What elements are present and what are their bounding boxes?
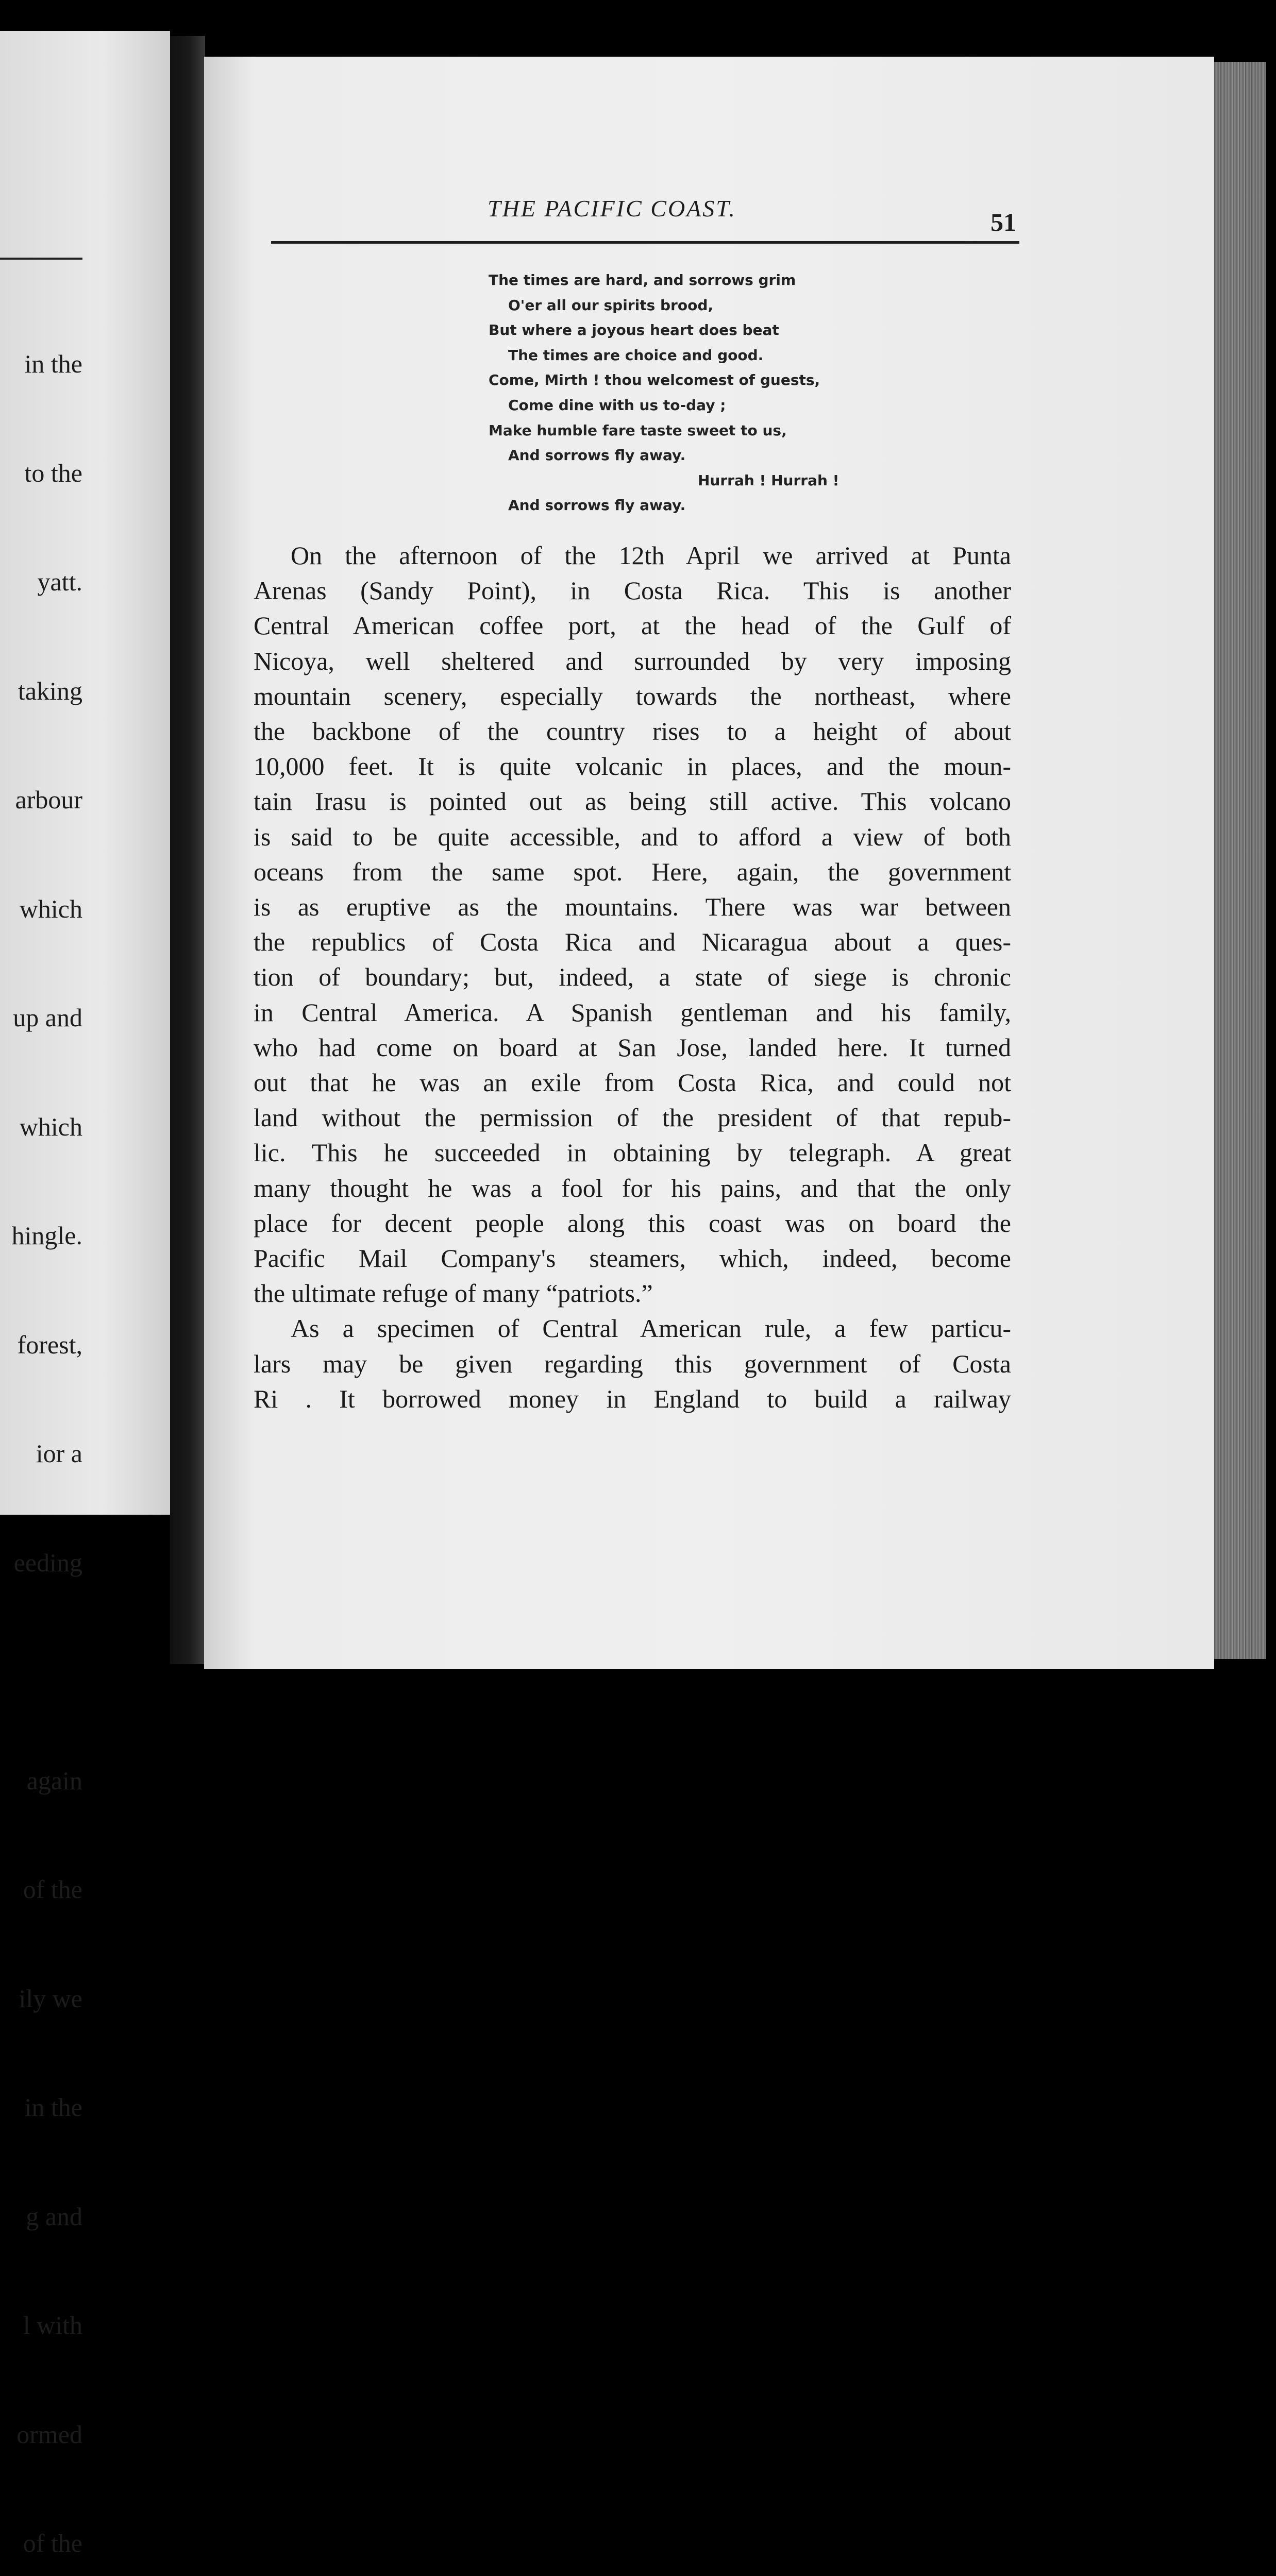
poem-line: But where a joyous heart does beat [489, 321, 779, 339]
paragraph-line: out that he was an exile from Costa Rica, and could not [254, 1068, 1011, 1097]
previous-page-line: eeding [13, 1548, 82, 1577]
paragraph-line: lars may be given regarding this government of Costa [254, 1349, 1011, 1378]
previous-page-line: again [26, 1766, 82, 1795]
previous-page-line: l with [23, 2311, 82, 2340]
paragraph-line: Pacific Mail Company's steamers, which, indeed, become [254, 1244, 1011, 1273]
poem-line: O'er all our spirits brood, [508, 296, 714, 314]
paragraph-line: Central American coffee port, at the head of the Gulf of [254, 611, 1011, 640]
previous-page-line [12, 1653, 82, 1690]
previous-page [0, 31, 170, 2557]
previous-page-line: in the [24, 2093, 82, 2122]
poem-line: Come dine with us to-day ; [508, 396, 726, 414]
page-number: 51 [990, 208, 1016, 236]
paragraph-line: who had come on board at San Jose, landed here. It turned [254, 1032, 1011, 1062]
poem-line: The times are choice and good. [508, 346, 764, 364]
paragraph-line: 10,000 feet. It is quite volcanic in places, and the moun- [254, 752, 1011, 781]
previous-page-line: taking [18, 676, 82, 705]
paragraph-line: the ultimate refuge of many “patriots.” [254, 1279, 653, 1308]
previous-page-line: which [19, 894, 82, 923]
poem-stanza [489, 268, 952, 518]
running-head: THE PACIFIC COAST. [488, 195, 736, 222]
previous-page-line: yatt. [37, 567, 82, 596]
paragraph-line: mountain scenery, especially towards the northeast, where [254, 681, 1011, 710]
paragraph-line: place for decent people along this coast was on board the [254, 1208, 1011, 1238]
previous-page-rule [0, 258, 82, 260]
body-text [254, 538, 1011, 1416]
paragraph-line: On the afternoon of the 12th April we arrived at Punta [291, 541, 1011, 570]
paragraph-line: tion of boundary; but, indeed, a state of siege is chronic [254, 962, 1011, 992]
book-gutter [170, 36, 205, 1664]
header-rule [271, 241, 1019, 244]
paragraph-line: Arenas (Sandy Point), in Costa Rica. This is another [254, 576, 1011, 605]
paragraph-line: tain Irasu is pointed out as being still active. This volcano [254, 787, 1011, 816]
previous-page-line: of the [23, 1875, 82, 1904]
paragraph-line: Ri . It borrowed money in England to build a railway [254, 1384, 1011, 1413]
previous-page-text [12, 273, 82, 2576]
poem-line: And sorrows fly away. [508, 447, 686, 464]
previous-page-line: which [19, 1112, 82, 1141]
previous-page-line: forest, [17, 1330, 82, 1359]
paragraph-line: As a specimen of Central American rule, a few particu- [291, 1314, 1011, 1343]
paragraph-line: oceans from the same spot. Here, again, the government [254, 857, 1011, 886]
previous-page-line: in the [24, 349, 82, 378]
paragraph-line: in Central America. A Spanish gentleman and his family, [254, 997, 1011, 1027]
page-edges [1214, 62, 1266, 1659]
paragraph-line: lic. This he succeeded in obtaining by telegraph. A great [254, 1138, 1011, 1167]
poem-line: The times are hard, and sorrows grim [489, 272, 796, 289]
poem-line: And sorrows fly away. [508, 497, 686, 514]
poem-line: Make humble fare taste sweet to us, [489, 421, 787, 439]
paragraph-line: the republics of Costa Rica and Nicaragua about a ques- [254, 927, 1011, 957]
paragraph-line: the backbone of the country rises to a height of about [254, 717, 1011, 746]
previous-page-line: ior a [36, 1439, 82, 1468]
previous-page-line: arbour [15, 785, 82, 814]
previous-page-line: of the [23, 2529, 82, 2557]
previous-page-line: hingle. [11, 1221, 82, 1250]
previous-page-line: up and [13, 1003, 82, 1032]
previous-page-line: ily we [19, 1984, 82, 2013]
previous-page-line: to the [24, 458, 82, 487]
previous-page-line: ormed [16, 2419, 82, 2449]
paragraph-line: Nicoya, well sheltered and surrounded by very imposing [254, 646, 1011, 675]
paragraph-line: land without the permission of the president of that repub- [254, 1103, 1011, 1132]
poem-line: Come, Mirth ! thou welcomest of guests, [489, 371, 820, 389]
paragraph-line: many thought he was a fool for his pains, and that the only [254, 1173, 1011, 1202]
previous-page-line: g and [26, 2201, 82, 2231]
paragraph-line: is as eruptive as the mountains. There was war between [254, 892, 1011, 922]
poem-line: Hurrah ! Hurrah ! [698, 471, 840, 489]
paragraph-line: is said to be quite accessible, and to afford a view of both [254, 822, 1011, 851]
